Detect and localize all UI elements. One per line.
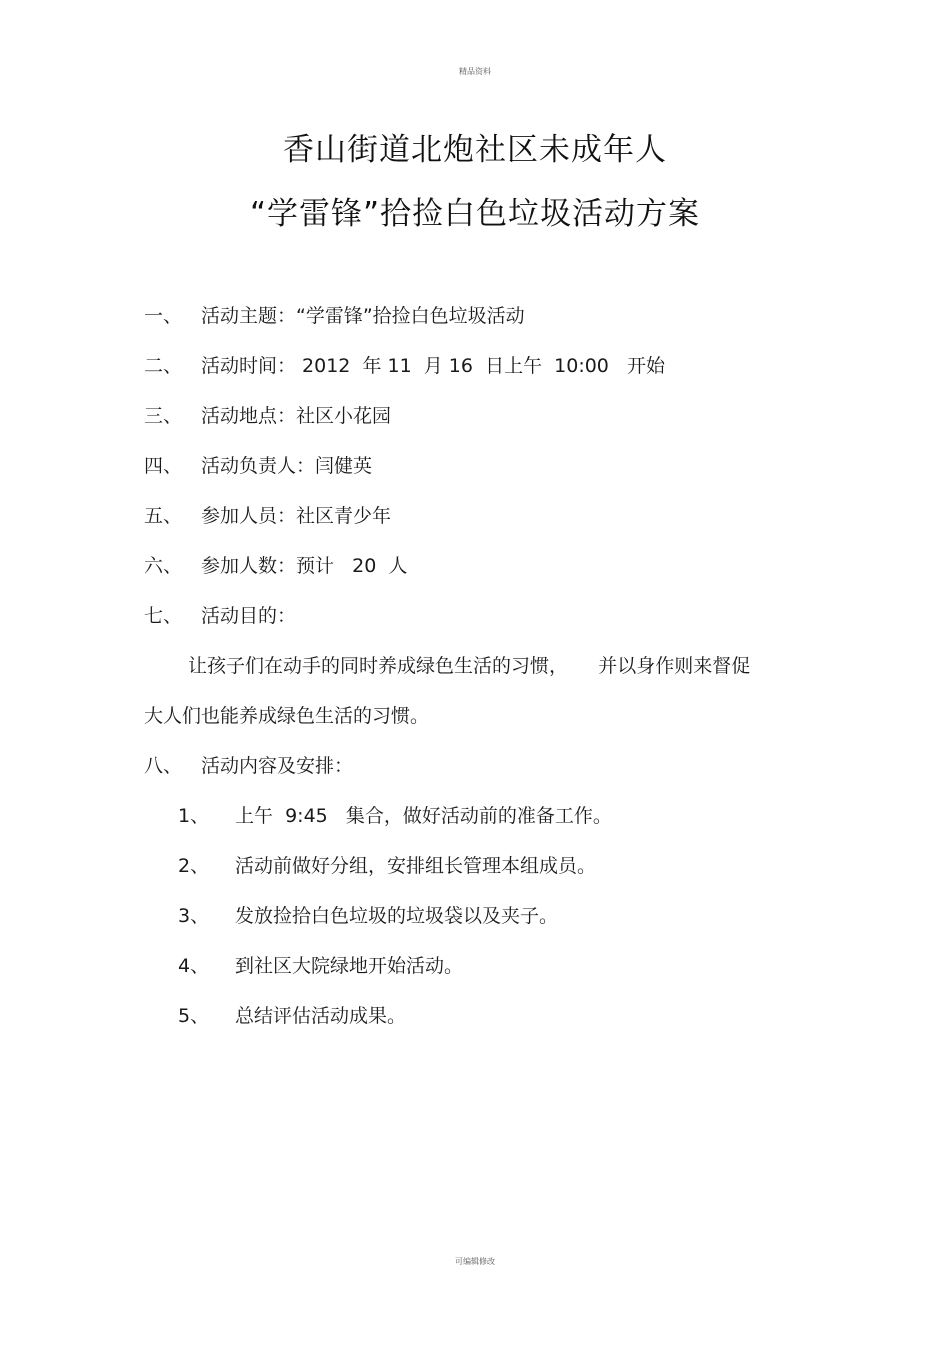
item-location	[144, 404, 391, 428]
schedule-text: 发放捡拾白色垃圾的垃圾袋以及夹子。	[235, 905, 559, 927]
purpose-paragraph-line-2: 大人们也能养成绿色生活的习惯。	[144, 705, 430, 727]
item-number: 二、	[144, 355, 183, 377]
schedule-item	[178, 804, 612, 828]
item-leader	[144, 454, 372, 478]
item-number: 四、	[144, 455, 183, 477]
header-note: 精品资料	[459, 67, 491, 76]
item-number: 五、	[144, 505, 183, 527]
schedule-item	[178, 854, 596, 878]
item-theme	[144, 304, 525, 328]
item-text: 活动内容及安排：	[201, 755, 354, 777]
item-time	[144, 354, 665, 378]
item-number: 一、	[144, 305, 183, 327]
title-line-2: “学雷锋”拾捡白色垃圾活动方案	[249, 196, 701, 232]
item-participants	[144, 504, 391, 528]
schedule-text: 总结评估活动成果。	[235, 1005, 407, 1027]
item-participant-count	[144, 554, 407, 578]
item-number: 八、	[144, 755, 183, 777]
item-text: 参加人数：预计 20 人	[201, 555, 408, 577]
schedule-number: 1、	[178, 805, 210, 827]
item-text: 活动主题：“学雷锋”拾捡白色垃圾活动	[201, 305, 525, 327]
footer-note: 可编辑修改	[455, 1257, 495, 1266]
item-text: 参加人员：社区青少年	[201, 505, 392, 527]
schedule-text: 上午 9:45 集合，做好活动前的准备工作。	[235, 805, 612, 827]
title-line-1: 香山街道北炮社区未成年人	[283, 132, 667, 168]
item-number: 七、	[144, 605, 183, 627]
schedule-number: 3、	[178, 905, 210, 927]
schedule-item	[178, 904, 558, 928]
item-text: 活动时间： 2012 年 11 月 16 日上午 10:00 开始	[201, 355, 666, 377]
schedule-number: 5、	[178, 1005, 210, 1027]
schedule-text: 到社区大院绿地开始活动。	[235, 955, 464, 977]
schedule-number: 2、	[178, 855, 210, 877]
purpose-paragraph-line-1: 让孩子们在动手的同时养成绿色生活的习惯， 并以身作则来督促	[188, 655, 751, 677]
schedule-item	[178, 1004, 406, 1028]
item-text: 活动地点：社区小花园	[201, 405, 392, 427]
item-number: 六、	[144, 555, 183, 577]
item-text: 活动负责人：闫健英	[201, 455, 373, 477]
schedule-text: 活动前做好分组，安排组长管理本组成员。	[235, 855, 597, 877]
item-schedule	[144, 754, 353, 778]
item-purpose	[144, 604, 296, 628]
schedule-number: 4、	[178, 955, 210, 977]
item-number: 三、	[144, 405, 183, 427]
item-text: 活动目的：	[201, 605, 297, 627]
schedule-item	[178, 954, 463, 978]
